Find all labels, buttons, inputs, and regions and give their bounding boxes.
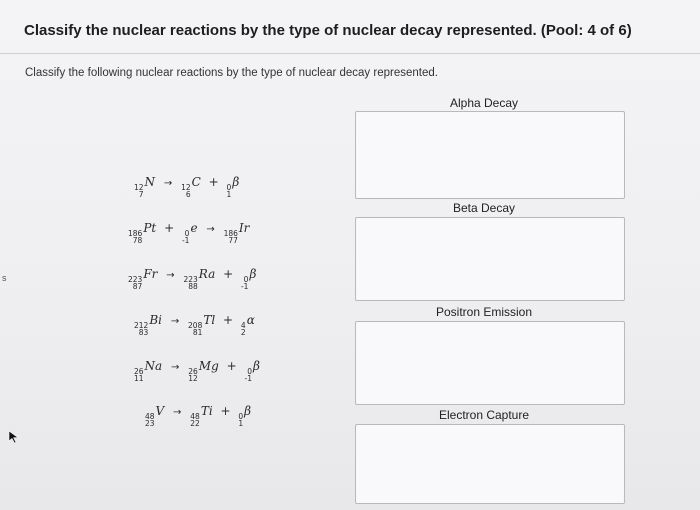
reaction-arrow: → (163, 178, 173, 189)
instruction-text: Classify the following nuclear reactions by the type of nuclear decay represented. (25, 67, 438, 79)
nuclide-notation: 12 7 (134, 183, 144, 199)
nuclide-notation: 12 6 (181, 183, 191, 199)
reaction-arrow: → (166, 270, 175, 281)
reaction-item[interactable]: 212 83 Bi → 208 81 Tl + 4 2 α (134, 313, 255, 337)
nuclide-notation: 26 12 (188, 367, 198, 383)
nuclide-notation: 208 81 (188, 321, 203, 337)
category-label-positron: Positron Emission (435, 305, 533, 319)
header-divider (0, 53, 700, 54)
question-title: Classify the nuclear reactions by the type of nuclear decay represented. (Pool: 4 of 6) (24, 22, 632, 39)
dropzone-electron-capture[interactable] (355, 424, 625, 504)
nuclide-notation: 48 23 (145, 412, 155, 428)
reaction-item[interactable]: 223 87 Fr → 223 88 Ra + 0 -1 β (128, 267, 257, 291)
reaction-item[interactable]: 26 11 Na → 26 12 Mg + 0 -1 β (134, 359, 260, 383)
dropzone-beta-decay[interactable] (355, 217, 625, 301)
nuclide-notation: 0 1 (226, 183, 232, 199)
nuclide-notation: 0 -1 (181, 229, 190, 245)
dropzone-alpha-decay[interactable] (355, 111, 625, 199)
nuclide-notation: 48 22 (190, 412, 200, 428)
reaction-arrow: → (171, 362, 180, 373)
nuclide-notation: 223 87 (128, 275, 143, 291)
nuclide-notation: 223 88 (183, 275, 198, 291)
reaction-arrow: → (206, 224, 215, 235)
reaction-item[interactable]: 12 7 N → 12 6 C + 0 1 β (134, 175, 240, 199)
nuclide-notation: 0 -1 (240, 275, 249, 291)
nuclide-notation: 26 11 (134, 367, 144, 383)
nuclide-notation: 186 77 (223, 229, 238, 245)
reaction-item[interactable]: 48 23 V → 48 22 Ti + 0 1 β (145, 404, 252, 428)
margin-mark: s (2, 273, 7, 283)
nuclide-notation: 0 1 (238, 412, 244, 428)
nuclide-notation: 4 2 (240, 321, 246, 337)
category-label-beta: Beta Decay (452, 201, 516, 215)
category-label-capture: Electron Capture (438, 408, 530, 422)
nuclide-notation: 186 78 (128, 229, 143, 245)
dropzone-positron-emission[interactable] (355, 321, 625, 405)
nuclide-notation: 212 83 (134, 321, 149, 337)
mouse-cursor-icon (8, 430, 20, 444)
category-label-alpha: Alpha Decay (449, 96, 519, 110)
reaction-arrow: → (170, 316, 180, 327)
nuclide-notation: 0 -1 (244, 367, 252, 383)
reaction-item[interactable]: 186 78 Pt + 0 -1 e → 186 77 Ir (128, 221, 250, 245)
reaction-arrow: → (173, 407, 182, 418)
